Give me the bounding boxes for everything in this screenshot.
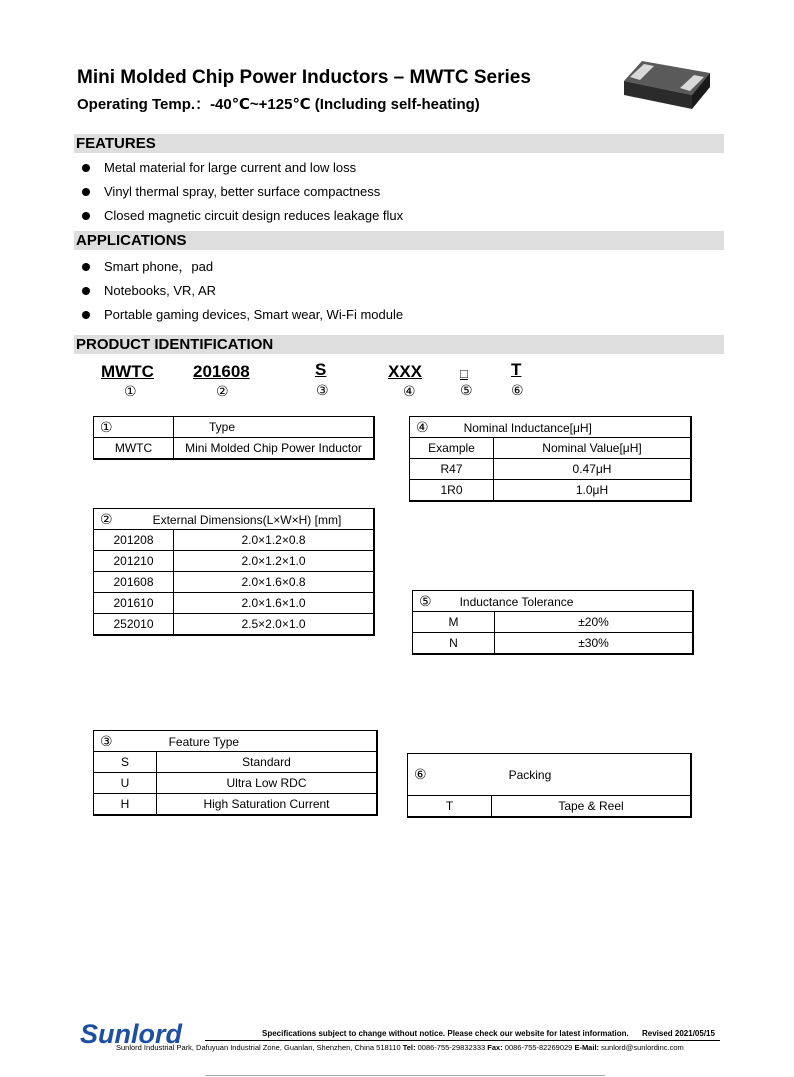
- table-header-row: ③ Feature Type: [94, 731, 378, 752]
- pid-code-dimension: 201608: [193, 362, 250, 381]
- bullet-icon: [82, 311, 90, 319]
- bullet-icon: [82, 212, 90, 220]
- pid-num-4: ④: [403, 383, 416, 399]
- feature-type-table: [93, 730, 378, 816]
- sunlord-logo: Sunlord: [80, 1019, 182, 1049]
- table-header-row: ⑤ Inductance Tolerance: [413, 591, 694, 612]
- table-row: U Ultra Low RDC: [94, 773, 378, 794]
- applications-heading: APPLICATIONS: [74, 231, 724, 250]
- page-subtitle: Operating Temp.：-40℃~+125℃ (Including self-heating): [77, 96, 480, 113]
- page-title: Mini Molded Chip Power Inductors – MWTC Series: [77, 67, 531, 88]
- bullet-icon: [82, 263, 90, 271]
- bullet-icon: [82, 164, 90, 172]
- table-row: 201210 2.0×1.2×1.0: [94, 551, 375, 572]
- table-header-row: ④ Nominal Inductance[μH]: [410, 417, 692, 438]
- list-item: Smart phone，pad: [82, 257, 403, 281]
- table-header-row: ⑥ Packing: [408, 754, 692, 796]
- features-heading: FEATURES: [74, 134, 724, 153]
- bullet-icon: [82, 287, 90, 295]
- footer-revised: Revised 2021/05/15: [642, 1029, 715, 1038]
- table-row: M ±20%: [413, 612, 694, 633]
- pid-code-tolerance: □: [460, 366, 468, 381]
- table-row: 252010 2.5×2.0×1.0: [94, 614, 375, 635]
- table-row: 1R0 1.0μH: [410, 480, 692, 501]
- table-row: MWTC Mini Molded Chip Power Inductor: [94, 438, 375, 459]
- table-row: 201208 2.0×1.2×0.8: [94, 530, 375, 551]
- table-row: T Tape & Reel: [408, 796, 692, 817]
- list-item: Metal material for large current and low loss: [82, 158, 403, 182]
- dimensions-table: [93, 508, 375, 636]
- product-identification-heading: PRODUCT IDENTIFICATION: [74, 335, 724, 354]
- table-row: R47 0.47μH: [410, 459, 692, 480]
- packing-table: [407, 753, 692, 818]
- list-item: Closed magnetic circuit design reduces leakage flux: [82, 206, 403, 230]
- table-row: H High Saturation Current: [94, 794, 378, 815]
- footer-divider: [205, 1040, 720, 1041]
- table-header-row: ② External Dimensions(L×W×H) [mm]: [94, 509, 375, 530]
- table-row: 201608 2.0×1.6×0.8: [94, 572, 375, 593]
- pid-code-feature: S: [315, 360, 327, 379]
- table-row: N ±30%: [413, 633, 694, 654]
- pid-code-packing: T: [511, 360, 522, 379]
- list-item: Notebooks, VR, AR: [82, 281, 403, 305]
- pid-code-series: MWTC: [101, 362, 154, 381]
- pid-num-5: ⑤: [460, 382, 473, 398]
- pid-num-1: ①: [124, 383, 137, 399]
- list-item: Portable gaming devices, Smart wear, Wi-Fi module: [82, 305, 403, 329]
- footer-notice: Specifications subject to change without notice. Please check our website for latest information.: [262, 1029, 629, 1038]
- pid-num-6: ⑥: [511, 382, 524, 398]
- list-item: Vinyl thermal spray, better surface compactness: [82, 182, 403, 206]
- tolerance-table: [412, 590, 694, 655]
- pid-code-inductance: XXX: [388, 362, 423, 381]
- table-row: 201610 2.0×1.6×1.0: [94, 593, 375, 614]
- table-col-header-row: Example Nominal Value[μH]: [410, 438, 692, 459]
- type-table: [93, 416, 375, 460]
- bullet-icon: [82, 188, 90, 196]
- inductance-table: [409, 416, 692, 502]
- table-header-row: ① Type: [94, 417, 375, 438]
- footer-address: Sunlord Industrial Park, Dafuyuan Industrial Zone, Guanlan, Shenzhen, China 518110 Tel: 0086-755-29832333 Fax: 0086-755-82269029 E-Mail: sunlord@sunlordinc.com: [116, 1043, 684, 1052]
- pid-num-3: ③: [316, 382, 329, 398]
- chip-inductor-image: [620, 55, 712, 111]
- bottom-rule: [205, 1075, 605, 1076]
- pid-num-2: ②: [216, 383, 229, 399]
- table-row: S Standard: [94, 752, 378, 773]
- applications-list: [82, 257, 403, 329]
- features-list: [82, 158, 403, 230]
